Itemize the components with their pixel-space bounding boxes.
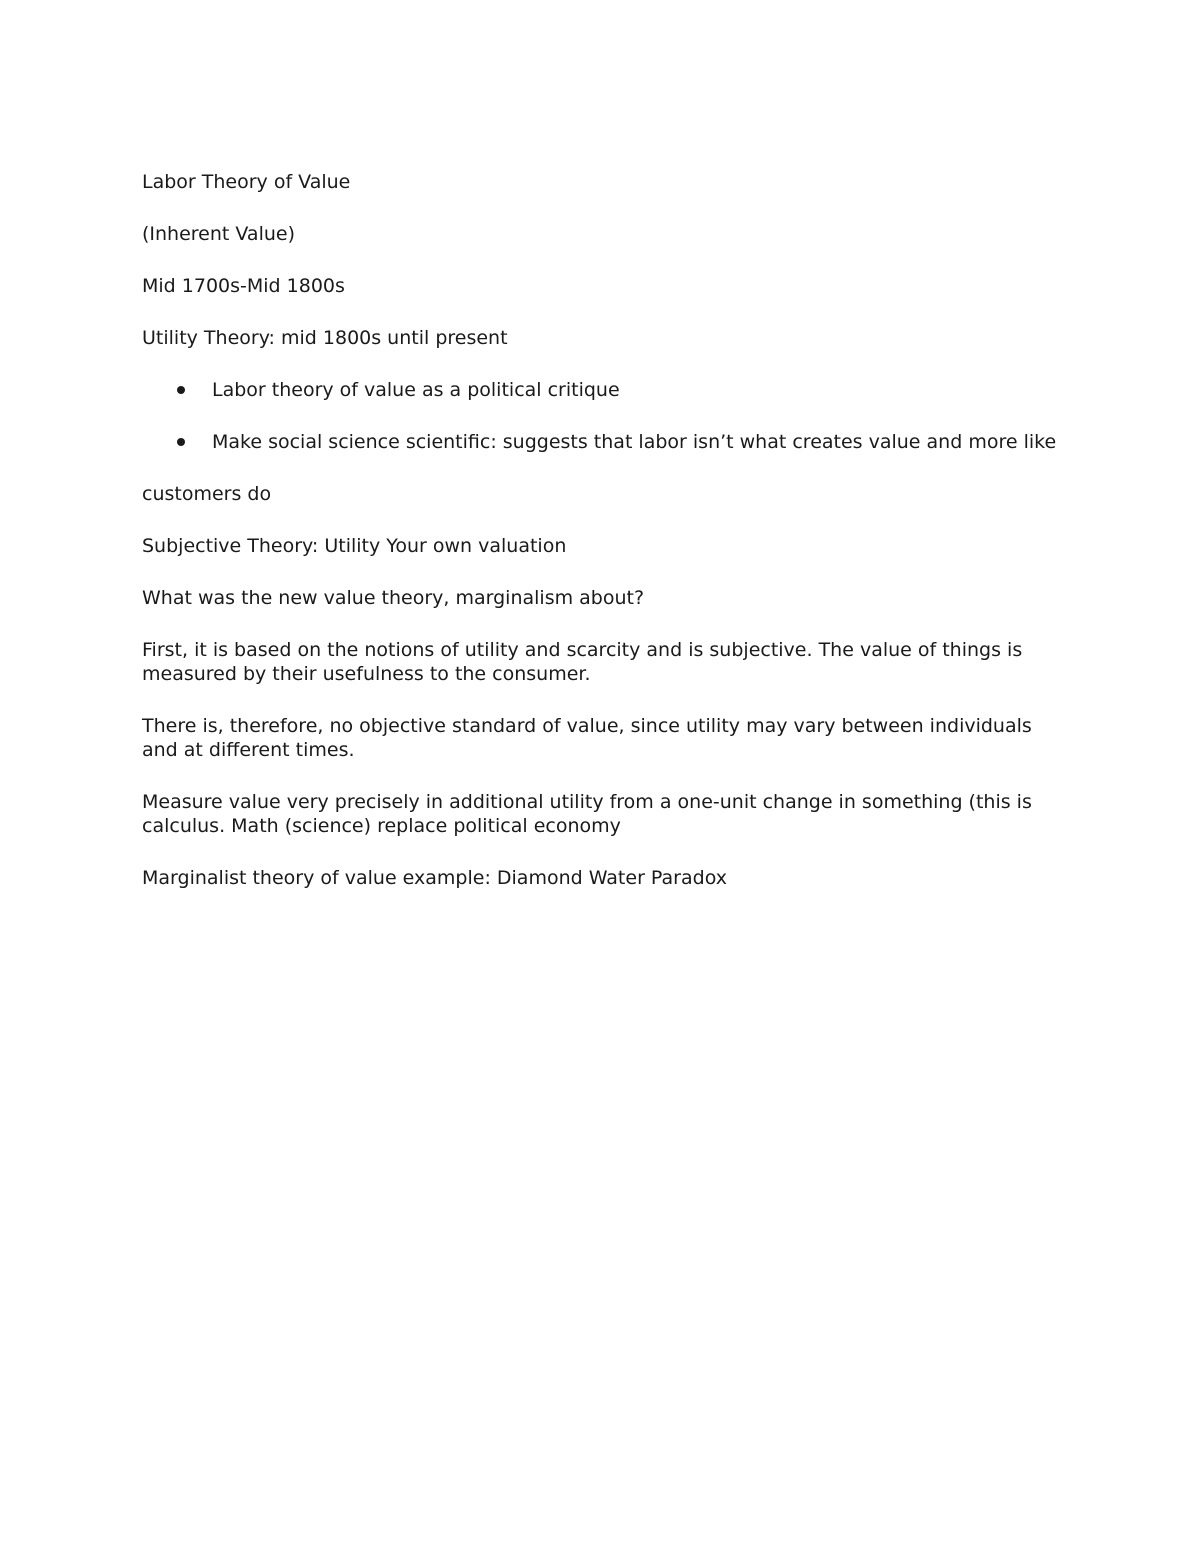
paragraph-inherent-value: (Inherent Value) — [142, 223, 295, 245]
paragraph-period: Mid 1700s-Mid 1800s — [142, 275, 345, 297]
bullet-text: Make social science scientific: suggests that labor isn’t what creates value and more like — [212, 431, 1057, 453]
paragraph-utility-theory: Utility Theory: mid 1800s until present — [142, 327, 508, 349]
bullet-text: Labor theory of value as a political critique — [212, 379, 620, 401]
bullet-list — [142, 378, 1057, 454]
paragraph-measure: Measure value very precisely in additional utility from a one-unit change in something (this is calculus. Math (science) replace political economy — [142, 791, 1032, 837]
paragraph-subjective-theory: Subjective Theory: Utility Your own valuation — [142, 535, 567, 557]
paragraph-paradox: Marginalist theory of value example: Diamond Water Paradox — [142, 867, 727, 889]
document-body — [142, 170, 1057, 918]
paragraph-question: What was the new value theory, marginalism about? — [142, 587, 645, 609]
paragraph-customers: customers do — [142, 483, 272, 505]
paragraph-first: First, it is based on the notions of utility and scarcity and is subjective. The value of things is measured by their usefulness to the consumer. — [142, 639, 1023, 685]
bullet-item — [142, 430, 1057, 454]
bullet-dot-icon — [177, 438, 185, 446]
bullet-item — [142, 378, 1042, 402]
bullet-dot-icon — [177, 386, 185, 394]
paragraph-therefore: There is, therefore, no objective standard of value, since utility may vary between individuals and at different times. — [142, 715, 1032, 761]
heading-labor-theory: Labor Theory of Value — [142, 171, 351, 193]
